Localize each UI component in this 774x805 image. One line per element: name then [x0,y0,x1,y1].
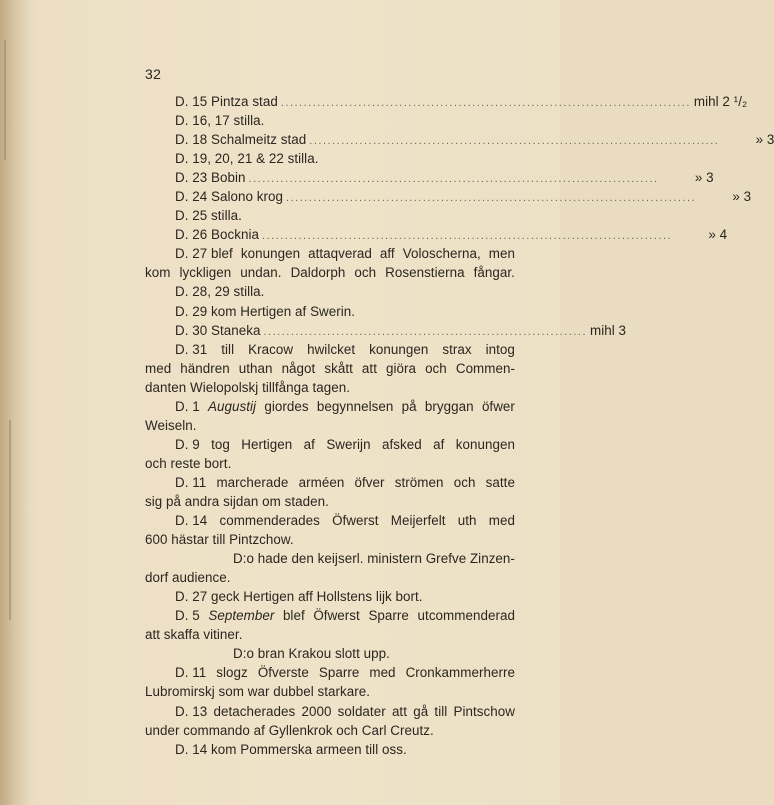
word: konungen [240,246,301,262]
word: D:o [233,551,254,567]
entry-line [145,702,515,721]
dot-leader: .......................................................................................... [262,230,673,243]
word: D. 5 [175,608,200,624]
word: detacherades [213,703,296,719]
page-number: 32 [145,66,162,82]
ledger-row [145,321,627,340]
entry-line [145,606,515,625]
word: skått [324,360,353,376]
ledger-row [145,92,748,111]
word: Meijerfelt [390,513,446,529]
entry-line [145,511,515,530]
ledger-distance: » 3 [732,189,752,205]
word: Hertigen [241,436,293,452]
entry-line [145,435,515,454]
word: marcherade [216,474,289,490]
ledger-distance: mihl 2 ¹/₂ [693,94,748,109]
word: giordes [264,398,309,414]
word: D. 9 [175,436,200,452]
entry-line [145,549,515,568]
word: Sparre [318,665,360,681]
entry-line [145,340,515,359]
word: hade [257,551,288,567]
entry-line [145,397,515,416]
word: med [488,513,515,529]
itinerary-ledger [145,92,774,244]
ledger-row: D. 19, 20, 21 & 22 stilla. [175,151,319,167]
binding-mark [9,420,11,620]
entry-line: Lubromirskj som war dubbel starkare. [145,684,371,700]
word: Daldorph [290,265,346,281]
word: att [361,360,377,376]
ledger-distance: mihl 3 [590,322,627,338]
word: blef [282,608,305,624]
word: med [145,360,172,376]
word: Swerijn [326,436,371,452]
word: Sparre [368,608,409,624]
word: den [291,551,314,567]
word: hwilcket [307,341,356,357]
entry-line: D. 27 geck Hertigen aff Hollstens lijk bort. [175,589,423,605]
word: D. 14 [175,513,208,529]
word: slogz [216,665,248,681]
ledger-place: D. 23 Bobin [175,170,246,186]
word: D. 27 blef [175,246,233,262]
month-name: Augustij [208,398,257,414]
entry-line: under commando af Gyllenkrok och Carl Creutz. [145,722,434,738]
entry-line: att skaffa vitiner. [145,627,243,643]
ledger-place: D. 24 Salono krog [175,189,284,205]
word: af [303,436,315,452]
word: öfwer [481,398,515,414]
dot-leader: ....................................................................... [263,325,588,338]
ledger-place: D. 15 Pintza stad [175,94,278,109]
word: Pintschow [453,703,515,719]
word: arméen [298,474,345,490]
word: på [401,398,417,414]
word: soldater [337,703,386,719]
word: keijserl. [317,551,364,567]
word: Kracow [248,341,294,357]
word: intog [485,341,515,357]
ledger-place: D. 30 Staneka [175,322,261,338]
word: med [369,665,396,681]
entry-line: danten Wielopolskj tillfånga tagen. [145,379,350,395]
ledger-row: D. 25 stilla. [175,208,242,224]
word: uth [457,513,477,529]
dot-leader: .......................................................................................... [248,173,659,186]
entry-line [145,473,515,492]
word: till [221,341,235,357]
word: begynnelsen [316,398,394,414]
ledger-row [145,130,774,149]
entry-line [145,263,515,282]
entry-line: D. 14 kom Pommerska armeen till oss. [175,741,407,757]
word: strax [442,341,472,357]
word: D. 31 [175,341,208,357]
word: satte [485,474,515,490]
word: Voloscherna, [402,246,481,262]
word: uthan [238,360,273,376]
binding-mark [4,40,6,160]
word: utcommenderad [417,608,515,624]
ledger-place: D. 26 Bocknia [175,227,260,243]
ledger-row: D. 16, 17 stilla. [175,113,265,129]
word: Zinzen- [469,551,515,567]
entry-line [145,244,515,263]
word: Cronkammerherre [405,665,515,681]
dot-leader: .......................................................................................... [286,192,697,205]
word: afsked [381,436,422,452]
ledger-row [145,168,714,187]
word: Öfwerst [313,608,360,624]
ledger-distance: » 3 [694,170,714,186]
word: D. 1 [175,398,200,414]
word: något [281,360,316,376]
word: aff [379,246,395,262]
word: till [434,703,448,719]
word: Öfwerst [332,513,379,529]
word: bryggan [424,398,474,414]
word: händren [180,360,230,376]
entry-line: dorf audience. [145,570,231,586]
word: giöra [386,360,417,376]
entry-line: D. 29 kom Hertigen af Swerin. [175,303,356,319]
word: och [453,474,476,490]
word: lyckligen [179,265,232,281]
word: och [425,360,447,376]
word: Commen- [455,360,515,376]
ledger-distance: » 4 [708,227,728,243]
word: konungen [369,341,429,357]
word: D. 11 [175,474,207,490]
ledger-distance: » 3 [755,132,774,148]
word: och [354,265,377,281]
ledger-row [145,225,728,244]
word: konungen [455,436,515,452]
word: öfver [354,474,385,490]
ledger-row [145,187,752,206]
entry-line: och reste bort. [145,455,232,471]
word: ministern [367,551,422,567]
word: undan. [240,265,282,281]
dot-leader: .......................................................................................... [309,135,720,148]
word: af [433,436,445,452]
word: Rosenstierna [385,265,465,281]
word: gå [413,703,429,719]
word: men [488,246,515,262]
entry-line: sig på andra sijdan om staden. [145,493,329,509]
word: strömen [394,474,444,490]
word: fångar. [473,265,515,281]
entry-line [145,663,515,682]
word: kom [145,265,171,281]
word: tog [211,436,230,452]
entry-line: D. 28, 29 stilla. [175,284,265,300]
word: Öfverste [257,665,309,681]
word: D. 13 [175,703,208,719]
word: attaqverad [308,246,372,262]
word: att [391,703,407,719]
word: D. 11 [175,665,207,681]
word: 2000 [301,703,332,719]
entry-line [145,359,515,378]
word: commenderades [219,513,320,529]
entry-line: Weiseln. [145,417,197,433]
ledger-place: D. 18 Schalmeitz stad [175,132,307,148]
dot-leader: .......................................................................................... [280,97,691,109]
entry-line: 600 hästar till Pintzchow. [145,532,294,548]
month-name: September [208,608,275,624]
page-text [145,92,774,759]
entry-line: D:o bran Krakou slott upp. [233,646,390,662]
word: Grefve [425,551,467,567]
